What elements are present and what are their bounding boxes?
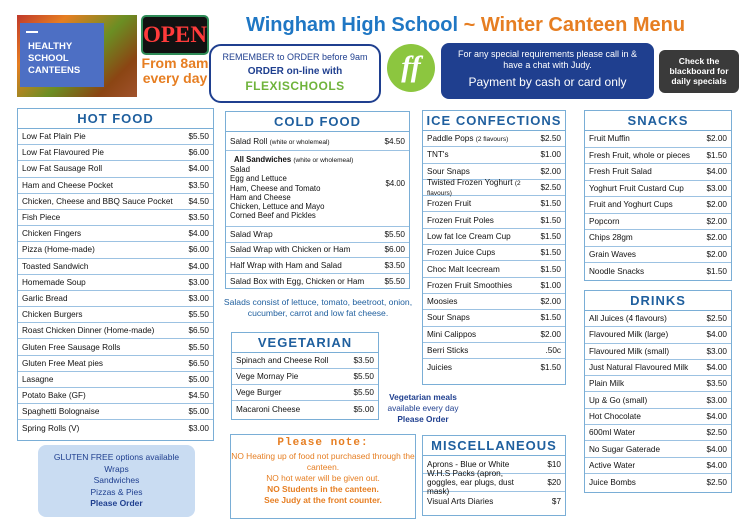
list-item [585, 263, 731, 280]
item-name: Fruit and Yoghurt Cups [589, 200, 673, 210]
item-price: $5.50 [353, 372, 374, 381]
list-item [423, 177, 565, 197]
item-name: Active Water [589, 460, 636, 470]
list-item [423, 310, 565, 326]
list-item [585, 344, 731, 360]
item-name: Just Natural Flavoured Milk [589, 363, 689, 373]
item-price: $6.00 [188, 245, 209, 255]
item-price: $1.50 [540, 215, 561, 225]
list-item [585, 247, 731, 264]
item-name: No Sugar Gaterade [589, 444, 661, 454]
item-price: $1.50 [540, 264, 561, 274]
list-item [423, 359, 565, 375]
item-name: Low Fat Flavoured Pie [22, 148, 104, 158]
item-price: $6.00 [188, 148, 209, 158]
item-name: Visual Arts Diaries [427, 496, 494, 506]
list-item [18, 307, 213, 323]
item-price: $2.00 [706, 200, 727, 210]
item-name: Vege Mornay Pie [236, 372, 299, 381]
list-item [423, 343, 565, 359]
item-price: $4.00 [188, 164, 209, 174]
item-price: $5.50 [188, 132, 209, 142]
item-price: $4.00 [706, 363, 727, 373]
item-name: Pizza (Home-made) [22, 245, 95, 255]
healthy-canteens-label: HEALTHY SCHOOL CANTEENS [20, 23, 104, 87]
item-price: $2.00 [706, 249, 727, 259]
sandwich-list: All Sandwiches (white or wholemeal) Salad Egg and Lettuce Ham, Cheese and Tomato Ham and Cheese Chicken, Lettuce and Mayo Corned Beef and Pickles $4.00 [226, 151, 409, 227]
item-price: $4.00 [188, 229, 209, 239]
item-price: $1.50 [706, 150, 727, 160]
item-name: Spaghetti Bolognaise [22, 407, 100, 417]
snacks-title: SNACKS [585, 111, 731, 131]
list-item [226, 243, 409, 259]
item-name: Chips 28gm [589, 233, 633, 243]
list-item [585, 164, 731, 181]
item-name: Mini Calippos [427, 329, 477, 339]
list-item [18, 372, 213, 388]
item-name: Homemade Soup [22, 277, 86, 287]
blackboard-note: Check the blackboard for daily specials [659, 50, 739, 93]
list-item [423, 278, 565, 294]
item-price: $5.50 [353, 388, 374, 397]
item-name: Salad Wrap [230, 229, 273, 239]
list-item [585, 181, 731, 198]
ice-confections-title: ICE CONFECTIONS [423, 111, 565, 131]
list-item [585, 360, 731, 376]
item-name: Chicken, Cheese and BBQ Sauce Pocket [22, 196, 173, 206]
item-price: $5.50 [188, 342, 209, 352]
item-price: $3.50 [706, 379, 727, 389]
item-price: $2.00 [540, 166, 561, 176]
list-item [18, 404, 213, 420]
item-name: Frozen Fruit Smoothies [427, 280, 513, 290]
item-price: $3.00 [188, 293, 209, 303]
item-price: $2.50 [706, 428, 727, 438]
item-price: $2.00 [706, 134, 727, 144]
list-item [423, 131, 565, 147]
item-price: $6.50 [188, 358, 209, 368]
item-price: $4.50 [188, 391, 209, 401]
item-price: $4.00 [706, 444, 727, 454]
item-name: Aprons - Blue or White [427, 460, 510, 469]
list-item [585, 214, 731, 231]
item-name: Juice Bombs [589, 477, 636, 487]
item-name: Spinach and Cheese Roll [236, 356, 329, 365]
page-title: Wingham High School ~ Winter Canteen Menu [246, 14, 686, 36]
list-item [423, 229, 565, 245]
hot-food-title: HOT FOOD [18, 109, 213, 129]
item-name: Twisted Frozen Yoghurt (2 flavours) [427, 177, 521, 197]
item-name: Moosies [427, 297, 458, 307]
flexischools-logo-icon: ff [387, 44, 435, 92]
item-price: $3.00 [188, 423, 209, 433]
item-name: Spring Rolls (V) [22, 423, 80, 433]
list-item [585, 474, 731, 490]
item-name: Low fat Ice Cream Cup [427, 231, 511, 241]
list-item [232, 353, 378, 369]
item-price: $3.50 [188, 180, 209, 190]
item-price: $1.50 [540, 199, 561, 209]
list-item [423, 294, 565, 310]
item-name: Flavoured Milk (large) [589, 330, 669, 340]
item-price: $1.00 [540, 150, 561, 160]
item-price: $3.50 [384, 260, 405, 270]
list-item [18, 291, 213, 307]
item-price: $1.50 [540, 362, 561, 372]
item-price: $5.50 [188, 310, 209, 320]
item-name: All Juices (4 flavours) [589, 314, 667, 324]
item-name: Yoghurt Fruit Custard Cup [589, 183, 684, 193]
item-price: $4.00 [706, 411, 727, 421]
cold-food-section [225, 111, 410, 289]
item-name: Flavoured Milk (small) [589, 346, 670, 356]
item-price: $2.50 [540, 183, 561, 193]
item-price: $1.00 [540, 280, 561, 290]
list-item [18, 210, 213, 226]
item-price: $4.00 [706, 460, 727, 470]
item-name: Berri Sticks [427, 346, 469, 355]
item-name: Salad Box with Egg, Chicken or Ham [230, 276, 365, 286]
item-name: 600ml Water [589, 428, 636, 438]
item-price: $1.50 [540, 231, 561, 241]
item-name: Chicken Burgers [22, 310, 83, 320]
item-price: $3.00 [188, 277, 209, 287]
list-item [18, 178, 213, 194]
item-price: $1.50 [706, 266, 727, 276]
list-item [423, 261, 565, 277]
cold-food-title: COLD FOOD [226, 112, 409, 132]
item-name: W.H.S Packs (apron, goggles, ear plugs, dust mask) [427, 469, 514, 496]
item-price: $20 [547, 478, 561, 487]
item-price: $5.00 [188, 407, 209, 417]
item-price: $3.00 [706, 395, 727, 405]
item-name: Ham and Cheese Pocket [22, 180, 114, 190]
item-price: $10 [547, 460, 561, 469]
item-price: $6.50 [188, 326, 209, 336]
list-item [18, 145, 213, 161]
item-name: Frozen Juice Cups [427, 248, 496, 258]
item-price: $3.00 [706, 183, 727, 193]
miscellaneous-section [422, 435, 566, 516]
list-item [18, 339, 213, 355]
list-item [585, 409, 731, 425]
list-item [232, 401, 378, 417]
list-item [18, 275, 213, 291]
item-name: Plain Milk [589, 379, 625, 389]
list-item [226, 227, 409, 243]
snacks-section [584, 110, 732, 281]
item-name: Fish Piece [22, 213, 61, 223]
list-item: Salad Roll (white or wholemeal) $4.50 [226, 132, 409, 151]
item-name: Gluten Free Meat pies [22, 358, 104, 368]
miscellaneous-title: MISCELLANEOUS [423, 436, 565, 456]
list-item [18, 388, 213, 404]
item-price: $3.00 [706, 346, 727, 356]
ice-confections-section [422, 110, 566, 385]
item-name: Vege Burger [236, 388, 282, 397]
list-item [423, 469, 565, 496]
please-note-box: Please note: NO Heating up of food not purchased through the canteen. NO hot water will be given out. NO Students in the canteen. See Judy at the front counter. [230, 434, 416, 519]
item-name: Choc Malt Icecream [427, 264, 500, 274]
item-price: $2.50 [540, 134, 561, 144]
item-name: Low Fat Sausage Roll [22, 164, 103, 174]
item-price: $2.00 [540, 329, 561, 339]
healthy-canteens-banner [17, 15, 137, 97]
item-name: Sour Snaps [427, 313, 470, 323]
list-item [585, 230, 731, 247]
list-item [18, 356, 213, 372]
item-price: $7 [551, 496, 561, 506]
item-name: Gluten Free Sausage Rolls [22, 342, 121, 352]
item-name: Frozen Fruit Poles [427, 215, 494, 225]
item-name: Hot Chocolate [589, 411, 641, 421]
list-item [585, 425, 731, 441]
list-item [423, 212, 565, 228]
list-item [585, 148, 731, 165]
item-name: Fresh Fruit Salad [589, 167, 652, 177]
requirements-box: For any special requirements please call in & have a chat with Judy. Payment by cash or card only [441, 43, 654, 99]
list-item [18, 323, 213, 339]
item-name: Roast Chicken Dinner (Home-made) [22, 326, 155, 336]
item-price: $1.50 [540, 313, 561, 323]
list-item [18, 226, 213, 242]
list-item [423, 196, 565, 212]
item-price: $4.00 [706, 330, 727, 340]
item-name: Grain Waves [589, 249, 637, 259]
item-price: $2.00 [706, 216, 727, 226]
item-name: Half Wrap with Ham and Salad [230, 260, 342, 270]
item-name: Frozen Fruit [427, 199, 472, 209]
gluten-free-note: GLUTEN FREE options available Wraps Sandwiches Pizzas & Pies Please Order [38, 445, 195, 517]
list-item [423, 327, 565, 343]
list-item [423, 147, 565, 163]
item-price: $4.00 [188, 261, 209, 271]
item-price: $6.00 [384, 245, 405, 255]
item-name: Salad Wrap with Chicken or Ham [230, 245, 351, 255]
list-item [18, 194, 213, 210]
drinks-section [584, 290, 732, 493]
item-name: Macaroni Cheese [236, 404, 301, 414]
item-name: Up & Go (small) [589, 395, 648, 405]
item-name: Fruit Muffin [589, 134, 630, 144]
item-name: TNT's [427, 150, 449, 160]
list-item [226, 274, 409, 290]
list-item [18, 259, 213, 275]
vegetarian-title: VEGETARIAN [232, 333, 378, 353]
list-item [232, 385, 378, 401]
item-price: $2.50 [706, 314, 727, 324]
order-reminder: REMEMBER to ORDER before 9am ORDER on-line with FLEXISCHOOLS [209, 44, 381, 103]
item-name: Chicken Fingers [22, 229, 82, 239]
hot-food-section [17, 108, 214, 441]
list-item [585, 327, 731, 343]
item-price: $3.50 [353, 356, 374, 365]
open-sign: OPEN [141, 15, 209, 55]
item-price: $1.50 [540, 248, 561, 258]
list-item [18, 242, 213, 258]
item-name: Toasted Sandwich [22, 261, 89, 271]
list-item [585, 376, 731, 392]
item-price: $2.00 [706, 233, 727, 243]
list-item [18, 129, 213, 145]
drinks-title: DRINKS [585, 291, 731, 311]
item-price: $3.50 [188, 213, 209, 223]
item-name: Noodle Snacks [589, 266, 645, 276]
item-price: .50c [545, 346, 561, 355]
list-item [585, 458, 731, 474]
item-name: Paddle Pops (2 flavours) [427, 134, 509, 144]
list-item [423, 245, 565, 261]
item-name: Fresh Fruit, whole or pieces [589, 150, 691, 160]
item-name: Garlic Bread [22, 293, 68, 303]
item-name: Potato Bake (GF) [22, 391, 86, 401]
list-item [585, 197, 731, 214]
item-name: Low Fat Plain Pie [22, 132, 86, 142]
salad-note: Salads consist of lettuce, tomato, beetroot, onion, cucumber, carrot and low fat cheese. [223, 297, 413, 318]
vegetarian-section [231, 332, 379, 420]
list-item [585, 131, 731, 148]
vegetarian-note: Vegetarian meals available every day Please Order [387, 392, 459, 424]
item-name: Lasagne [22, 374, 54, 384]
item-price: $4.00 [706, 167, 727, 177]
list-item [585, 311, 731, 327]
item-name: Sour Snaps [427, 166, 470, 176]
list-item [18, 420, 213, 436]
list-item [232, 369, 378, 385]
list-item [585, 392, 731, 408]
item-price: $2.00 [540, 297, 561, 307]
item-name: Juicies [427, 362, 453, 372]
list-item [18, 161, 213, 177]
item-price: $5.00 [353, 404, 374, 414]
opening-hours: From 8am every day [141, 55, 209, 86]
item-price: $2.50 [706, 477, 727, 487]
list-item [226, 258, 409, 274]
list-item [585, 441, 731, 457]
item-price: $5.50 [384, 276, 405, 286]
item-price: $5.50 [384, 229, 405, 239]
item-name: Popcorn [589, 216, 620, 226]
item-price: $4.50 [188, 196, 209, 206]
item-price: $5.00 [188, 374, 209, 384]
